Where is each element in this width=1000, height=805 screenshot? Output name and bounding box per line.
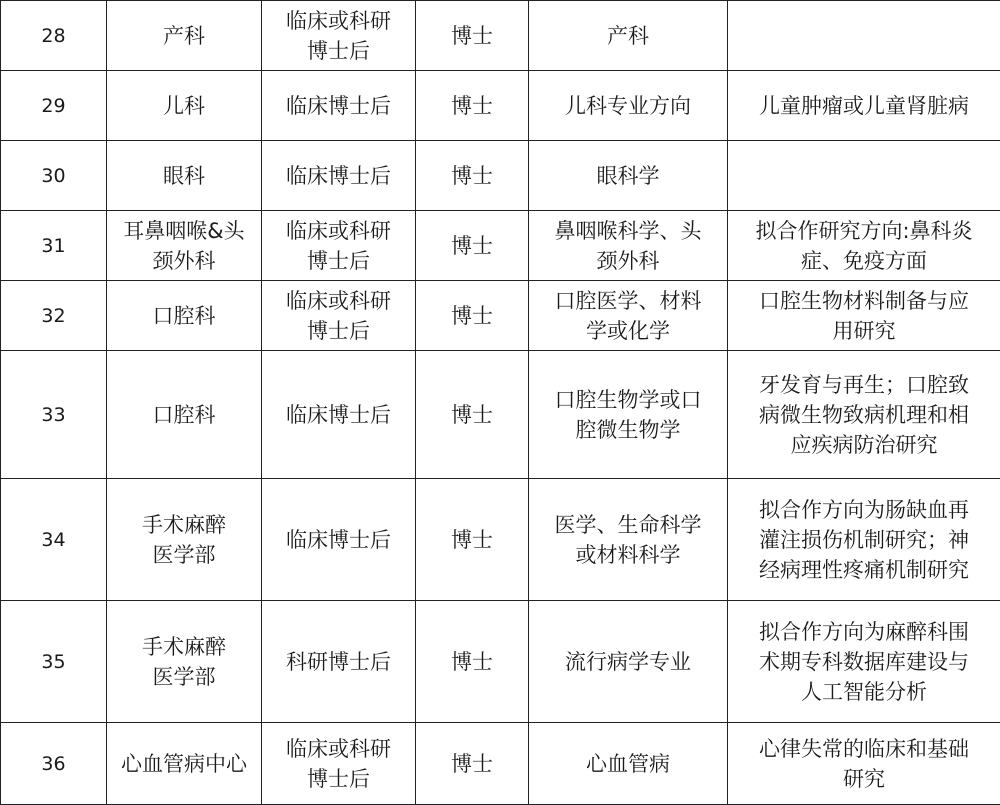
cell-degree: 博士 (416, 601, 529, 723)
cell-department: 口腔科 (107, 351, 262, 479)
cell-postdoc-type: 科研博士后 (262, 601, 416, 723)
cell-major: 流行病学专业 (529, 601, 728, 723)
cell-number: 28 (1, 1, 107, 71)
table-row (1, 71, 1000, 141)
cell-direction: 拟合作方向为麻醉科围 术期专科数据库建设与 人工智能分析 (728, 601, 1000, 723)
cell-postdoc-type: 临床博士后 (262, 71, 416, 141)
cell-number: 35 (1, 601, 107, 723)
cell-direction: 口腔生物材料制备与应 用研究 (728, 281, 1000, 351)
cell-department: 心血管病中心 (107, 723, 262, 805)
table-row (1, 723, 1000, 805)
cell-number: 29 (1, 71, 107, 141)
cell-number: 32 (1, 281, 107, 351)
table-row (1, 141, 1000, 211)
table-row (1, 1, 1000, 71)
cell-department: 产科 (107, 1, 262, 71)
cell-department: 眼科 (107, 141, 262, 211)
cell-degree: 博士 (416, 1, 529, 71)
cell-direction (728, 141, 1000, 211)
cell-major: 儿科专业方向 (529, 71, 728, 141)
cell-degree: 博士 (416, 281, 529, 351)
table-row (1, 281, 1000, 351)
cell-department: 儿科 (107, 71, 262, 141)
cell-department: 手术麻醉 医学部 (107, 479, 262, 601)
cell-postdoc-type: 临床或科研 博士后 (262, 723, 416, 805)
cell-degree: 博士 (416, 723, 529, 805)
cell-postdoc-type: 临床或科研 博士后 (262, 281, 416, 351)
cell-direction: 心律失常的临床和基础 研究 (728, 723, 1000, 805)
cell-postdoc-type: 临床或科研 博士后 (262, 211, 416, 281)
cell-degree: 博士 (416, 479, 529, 601)
cell-major: 医学、生命科学 或材料科学 (529, 479, 728, 601)
table-body (1, 1, 1000, 805)
cell-major: 鼻咽喉科学、头 颈外科 (529, 211, 728, 281)
cell-number: 34 (1, 479, 107, 601)
cell-department: 口腔科 (107, 281, 262, 351)
cell-degree: 博士 (416, 211, 529, 281)
cell-direction: 拟合作方向为肠缺血再 灌注损伤机制研究；神 经病理性疼痛机制研究 (728, 479, 1000, 601)
cell-postdoc-type: 临床博士后 (262, 141, 416, 211)
cell-direction (728, 1, 1000, 71)
table-row (1, 211, 1000, 281)
cell-direction: 儿童肿瘤或儿童肾脏病 (728, 71, 1000, 141)
cell-postdoc-type: 临床或科研 博士后 (262, 1, 416, 71)
cell-major: 产科 (529, 1, 728, 71)
cell-department: 耳鼻咽喉&头 颈外科 (107, 211, 262, 281)
table-row (1, 601, 1000, 723)
cell-postdoc-type: 临床博士后 (262, 479, 416, 601)
cell-number: 30 (1, 141, 107, 211)
cell-direction: 拟合作研究方向:鼻科炎 症、免疫方面 (728, 211, 1000, 281)
cell-number: 36 (1, 723, 107, 805)
cell-degree: 博士 (416, 71, 529, 141)
table-row (1, 351, 1000, 479)
cell-number: 31 (1, 211, 107, 281)
cell-major: 口腔生物学或口 腔微生物学 (529, 351, 728, 479)
table-row (1, 479, 1000, 601)
cell-major: 心血管病 (529, 723, 728, 805)
cell-major: 口腔医学、材料 学或化学 (529, 281, 728, 351)
cell-major: 眼科学 (529, 141, 728, 211)
cell-postdoc-type: 临床博士后 (262, 351, 416, 479)
cell-department: 手术麻醉 医学部 (107, 601, 262, 723)
cell-degree: 博士 (416, 141, 529, 211)
cell-direction: 牙发育与再生；口腔致 病微生物致病机理和相 应疾病防治研究 (728, 351, 1000, 479)
cell-degree: 博士 (416, 351, 529, 479)
cell-number: 33 (1, 351, 107, 479)
